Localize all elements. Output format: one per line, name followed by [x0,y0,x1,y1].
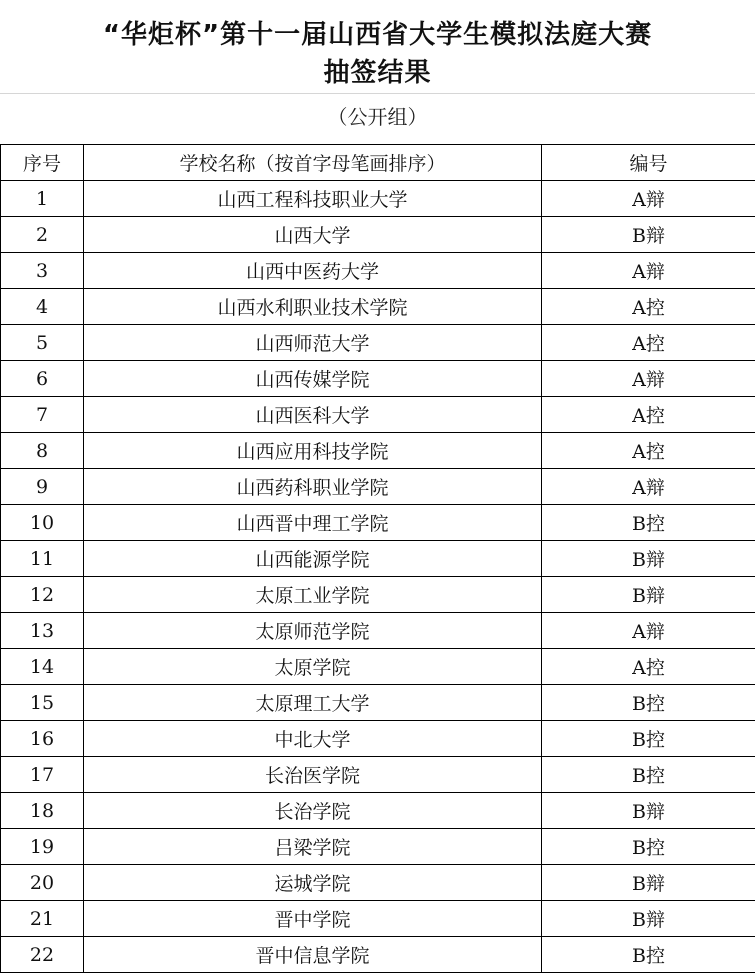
cell-code: A控 [542,325,755,361]
cell-code: B控 [542,685,755,721]
cell-index: 1 [1,181,84,217]
cell-school-name: 山西能源学院 [84,541,542,577]
table-row [1,253,755,289]
cell-index: 5 [1,325,84,361]
table-row [1,901,755,937]
cell-school-name: 长治医学院 [84,757,542,793]
cell-index: 15 [1,685,84,721]
cell-index: 21 [1,901,84,937]
cell-code: A辩 [542,469,755,505]
cell-index: 11 [1,541,84,577]
cell-school-name: 运城学院 [84,865,542,901]
cell-index: 18 [1,793,84,829]
cell-code: B控 [542,757,755,793]
cell-school-name: 太原理工大学 [84,685,542,721]
cell-code: A辩 [542,613,755,649]
header-school-name: 学校名称（按首字母笔画排序） [84,145,542,181]
header-index: 序号 [1,145,84,181]
cell-index: 10 [1,505,84,541]
cell-code: A控 [542,289,755,325]
cell-school-name: 太原师范学院 [84,613,542,649]
cell-index: 13 [1,613,84,649]
cell-code: B控 [542,505,755,541]
cell-school-name: 山西传媒学院 [84,361,542,397]
table-row [1,181,755,217]
table-row [1,541,755,577]
cell-index: 6 [1,361,84,397]
cell-school-name: 山西应用科技学院 [84,433,542,469]
cell-index: 16 [1,721,84,757]
document-title-line2: 抽签结果 [323,58,432,88]
cell-school-name: 山西晋中理工学院 [84,505,542,541]
cell-code: A控 [542,433,755,469]
cell-code: B辩 [542,217,755,253]
table-row [1,325,755,361]
cell-school-name: 山西中医药大学 [84,253,542,289]
cell-index: 12 [1,577,84,613]
cell-school-name: 太原工业学院 [84,577,542,613]
table-body [1,181,755,973]
table-row [1,361,755,397]
document-title: “华炬杯”第十一届山西省大学生模拟法庭大赛 [102,20,653,50]
cell-school-name: 山西工程科技职业大学 [84,181,542,217]
subtitle-block [0,94,755,144]
cell-index: 17 [1,757,84,793]
cell-code: B辩 [542,793,755,829]
cell-index: 19 [1,829,84,865]
cell-code: B辩 [542,901,755,937]
cell-school-name: 晋中信息学院 [84,937,542,973]
header-code: 编号 [542,145,755,181]
table-row [1,829,755,865]
cell-school-name: 长治学院 [84,793,542,829]
table-row [1,577,755,613]
table-row [1,685,755,721]
cell-school-name: 山西师范大学 [84,325,542,361]
cell-code: A辩 [542,181,755,217]
cell-code: B辩 [542,541,755,577]
cell-code: B辩 [542,577,755,613]
cell-code: B控 [542,937,755,973]
table-row [1,289,755,325]
cell-school-name: 山西医科大学 [84,397,542,433]
cell-index: 2 [1,217,84,253]
table-row [1,937,755,973]
document-subtitle: （公开组） [327,105,428,129]
cell-code: B辩 [542,865,755,901]
table-row [1,649,755,685]
table-header-row [1,145,755,181]
cell-index: 22 [1,937,84,973]
cell-school-name: 山西药科职业学院 [84,469,542,505]
table-row [1,757,755,793]
draw-results-table [0,144,755,973]
table-row [1,397,755,433]
cell-index: 14 [1,649,84,685]
table-row [1,865,755,901]
cell-index: 3 [1,253,84,289]
cell-code: B控 [542,721,755,757]
cell-code: B控 [542,829,755,865]
cell-school-name: 吕梁学院 [84,829,542,865]
table-row [1,469,755,505]
cell-school-name: 晋中学院 [84,901,542,937]
cell-school-name: 太原学院 [84,649,542,685]
cell-index: 4 [1,289,84,325]
cell-school-name: 山西水利职业技术学院 [84,289,542,325]
cell-code: A辩 [542,361,755,397]
table-row [1,613,755,649]
cell-code: A控 [542,397,755,433]
cell-school-name: 中北大学 [84,721,542,757]
cell-index: 9 [1,469,84,505]
table-row [1,217,755,253]
cell-code: A辩 [542,253,755,289]
cell-code: A控 [542,649,755,685]
table-row [1,721,755,757]
table-row [1,793,755,829]
cell-index: 7 [1,397,84,433]
cell-school-name: 山西大学 [84,217,542,253]
table-row [1,433,755,469]
title-block [0,0,755,94]
table-row [1,505,755,541]
cell-index: 8 [1,433,84,469]
cell-index: 20 [1,865,84,901]
